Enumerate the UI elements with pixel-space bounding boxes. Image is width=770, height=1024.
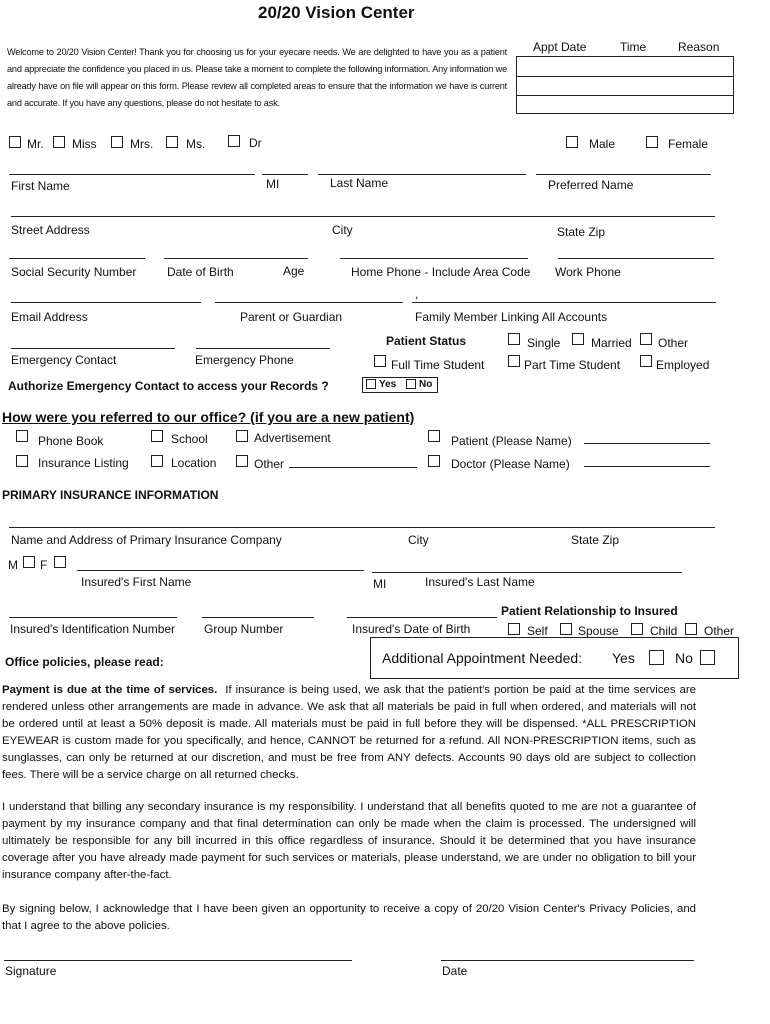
guardian-label: Parent or Guardian	[240, 310, 343, 324]
signature-date-label: Date	[442, 964, 468, 978]
insured-last-name-label: Insured's Last Name	[425, 575, 535, 589]
insured-first-name-field[interactable]	[77, 570, 364, 571]
employed-label: Employed	[656, 358, 710, 372]
patient-referral-label: Patient (Please Name)	[451, 434, 572, 448]
insurance-listing-label: Insurance Listing	[38, 456, 129, 470]
city-label: City	[332, 223, 353, 237]
miss-checkbox[interactable]	[53, 136, 65, 148]
ssn-label: Social Security Number	[11, 265, 137, 279]
other-relationship-label: Other	[704, 624, 735, 638]
m-label: M	[8, 558, 18, 572]
appointment-row	[517, 95, 733, 96]
signature-date-field[interactable]	[441, 960, 694, 961]
location-checkbox[interactable]	[151, 455, 163, 467]
signature-label: Signature	[5, 964, 57, 978]
family-member-label: Family Member Linking All Accounts	[415, 310, 608, 324]
f-label: F	[40, 558, 48, 572]
additional-yes-label: Yes	[612, 650, 635, 666]
work-phone-label: Work Phone	[555, 265, 621, 279]
patient-referral-checkbox[interactable]	[428, 430, 440, 442]
phone-book-checkbox[interactable]	[16, 430, 28, 442]
privacy-paragraph: By signing below, I acknowledge that I have been given an opportunity to receive a copy of 20/20 Vision Center's Privacy Policies, and that I agree to the above policies.	[2, 903, 696, 932]
doctor-referral-checkbox[interactable]	[428, 455, 440, 467]
age-label: Age	[283, 264, 305, 278]
preferred-name-field[interactable]	[536, 174, 711, 175]
payment-text: If insurance is being used, we ask that the patient's portion be paid at the time services are rendered unless other arrangements are made in advance. We ask that all materials be paid in full when ordered, and materials will not be ordered until at least a 50% deposit is made. All materials must be paid in full before they will be dispensed. *ALL PRESCRIPTION EYEWEAR is custom made for you specifically, and hence, CANNOT be returned for a refund. All NON-PRESCRIPTION items, such as sunglasses, can only be returned at our discretion, and must be free from ANY defects. Accounts 90 days old are subject to collection fees. There will be a service charge on all returned checks.	[2, 684, 696, 781]
emergency-contact-label: Emergency Contact	[11, 353, 117, 367]
office-policies-heading: Office policies, please read:	[5, 655, 164, 669]
self-label: Self	[527, 624, 548, 638]
dr-checkbox[interactable]	[228, 135, 240, 147]
spouse-label: Spouse	[578, 624, 619, 638]
part-time-label: Part Time Student	[524, 358, 621, 372]
insurance-company-label: Name and Address of Primary Insurance Company	[11, 533, 282, 547]
male-label: Male	[589, 137, 616, 151]
insurance-company-field[interactable]	[9, 527, 715, 528]
first-name-field[interactable]	[9, 174, 255, 175]
phone-book-label: Phone Book	[38, 434, 104, 448]
intro-paragraph: Welcome to 20/20 Vision Center! Thank you for choosing us for your eyecare needs. We are delighted to have you as a patient and appreciate the confidence you placed in us. Please take a moment to complete the following information. Any information we already have on file will appear on this form. Please review all completed areas to ensure that the information we have is current and accurate. If you have any questions, please do not hesitate to ask.	[7, 47, 507, 108]
insurance-city-label: City	[408, 533, 429, 547]
insurance-state-zip-label: State Zip	[571, 533, 620, 547]
street-address-label: Street Address	[11, 223, 90, 237]
insured-id-field[interactable]	[9, 617, 177, 618]
email-label: Email Address	[11, 310, 88, 324]
mrs-checkbox[interactable]	[111, 136, 123, 148]
authorize-yes-label: Yes	[379, 379, 397, 390]
single-checkbox[interactable]	[508, 333, 520, 345]
preferred-name-label: Preferred Name	[548, 178, 634, 192]
married-label: Married	[591, 336, 632, 350]
signature-field[interactable]	[4, 960, 352, 961]
insured-dob-label: Insured's Date of Birth	[352, 622, 471, 636]
relationship-heading: Patient Relationship to Insured	[501, 604, 678, 618]
ssn-field[interactable]	[9, 258, 145, 259]
employed-checkbox[interactable]	[640, 355, 652, 367]
work-phone-field[interactable]	[558, 258, 714, 259]
appt-date-label: Appt Date	[533, 40, 587, 54]
payment-lead: Payment is due at the time of services.	[2, 684, 218, 696]
mr-label: Mr.	[27, 137, 44, 151]
last-name-label: Last Name	[330, 176, 389, 190]
patient-referral-name-field[interactable]	[584, 443, 710, 444]
miss-label: Miss	[72, 137, 97, 151]
group-number-field[interactable]	[202, 617, 314, 618]
authorize-no-label: No	[419, 379, 433, 390]
appt-time-label: Time	[620, 40, 647, 54]
m-checkbox[interactable]	[23, 556, 35, 568]
other-status-checkbox[interactable]	[640, 333, 652, 345]
insured-mi-label: MI	[373, 577, 387, 591]
page-title: 20/20 Vision Center	[258, 3, 415, 22]
additional-no-checkbox[interactable]	[700, 650, 715, 665]
doctor-referral-name-field[interactable]	[584, 466, 710, 467]
home-phone-field[interactable]	[340, 258, 528, 259]
other-referral-label: Other	[254, 457, 285, 471]
insured-id-label: Insured's Identification Number	[10, 622, 176, 636]
comma-mark: ,	[415, 287, 419, 301]
child-label: Child	[650, 624, 678, 638]
family-member-field[interactable]	[412, 302, 716, 303]
mrs-label: Mrs.	[130, 137, 154, 151]
emergency-phone-label: Emergency Phone	[195, 353, 294, 367]
dob-label: Date of Birth	[167, 265, 234, 279]
group-number-label: Group Number	[204, 622, 284, 636]
referral-heading: How were you referred to our office? (if you are a new patient)	[2, 409, 415, 425]
insurance-heading: PRIMARY INSURANCE INFORMATION	[2, 488, 219, 502]
dr-label: Dr	[249, 136, 262, 150]
married-checkbox[interactable]	[572, 333, 584, 345]
male-checkbox[interactable]	[566, 136, 578, 148]
mi-label: MI	[266, 177, 280, 191]
mi-field[interactable]	[262, 174, 308, 175]
additional-no-label: No	[675, 650, 693, 666]
appt-reason-label: Reason	[678, 40, 720, 54]
ms-checkbox[interactable]	[166, 136, 178, 148]
spouse-checkbox[interactable]	[560, 623, 572, 635]
location-label: Location	[171, 456, 217, 470]
advertisement-label: Advertisement	[254, 431, 331, 445]
insurance-listing-checkbox[interactable]	[16, 455, 28, 467]
first-name-label: First Name	[11, 179, 70, 193]
advertisement-checkbox[interactable]	[236, 430, 248, 442]
authorize-yes-checkbox[interactable]	[366, 379, 376, 389]
last-name-field[interactable]	[318, 174, 526, 175]
appointment-row	[517, 76, 733, 77]
billing-paragraph: I understand that billing any secondary insurance is my responsibility. I understand that all benefits quoted to me are not a guarantee of payment by my insurance company and that final determination can only be made when the claim is processed. The undersigned will ultimately be responsible for any bill incurred in this office regardless of insurance. Should it be determined that you have insurance coverage after you have already made payment for such services or materials, please understand, we are under no obligation to bill your insurance company after-the-fact.	[2, 801, 696, 881]
street-address-field[interactable]	[11, 216, 715, 217]
appointment-table[interactable]	[516, 56, 734, 114]
other-relationship-checkbox[interactable]	[685, 623, 697, 635]
child-checkbox[interactable]	[631, 623, 643, 635]
other-status-label: Other	[658, 336, 689, 350]
school-label: School	[171, 432, 208, 446]
insured-last-name-field[interactable]	[372, 572, 682, 573]
home-phone-label: Home Phone - Include Area Code	[351, 265, 531, 279]
emergency-contact-field[interactable]	[11, 348, 175, 349]
guardian-field[interactable]	[215, 302, 403, 303]
additional-appointment-label: Additional Appointment Needed:	[382, 650, 583, 666]
insured-first-name-label: Insured's First Name	[81, 575, 192, 589]
school-checkbox[interactable]	[151, 430, 163, 442]
state-zip-label: State Zip	[557, 225, 606, 239]
f-checkbox[interactable]	[54, 556, 66, 568]
authorize-no-checkbox[interactable]	[406, 379, 416, 389]
other-referral-checkbox[interactable]	[236, 455, 248, 467]
ms-label: Ms.	[186, 137, 206, 151]
dob-field[interactable]	[164, 258, 308, 259]
female-checkbox[interactable]	[646, 136, 658, 148]
emergency-phone-field[interactable]	[196, 348, 330, 349]
email-field[interactable]	[11, 302, 201, 303]
additional-yes-checkbox[interactable]	[649, 650, 664, 665]
self-checkbox[interactable]	[508, 623, 520, 635]
patient-status-heading: Patient Status	[386, 334, 467, 348]
doctor-referral-label: Doctor (Please Name)	[451, 457, 570, 471]
payment-paragraph	[2, 682, 696, 784]
single-label: Single	[527, 336, 561, 350]
authorize-label: Authorize Emergency Contact to access your Records ?	[8, 379, 329, 393]
full-time-label: Full Time Student	[391, 358, 485, 372]
part-time-checkbox[interactable]	[508, 355, 520, 367]
full-time-checkbox[interactable]	[374, 355, 386, 367]
mr-checkbox[interactable]	[9, 136, 21, 148]
insured-dob-field[interactable]	[347, 617, 497, 618]
other-referral-field[interactable]	[289, 467, 417, 468]
female-label: Female	[668, 137, 709, 151]
